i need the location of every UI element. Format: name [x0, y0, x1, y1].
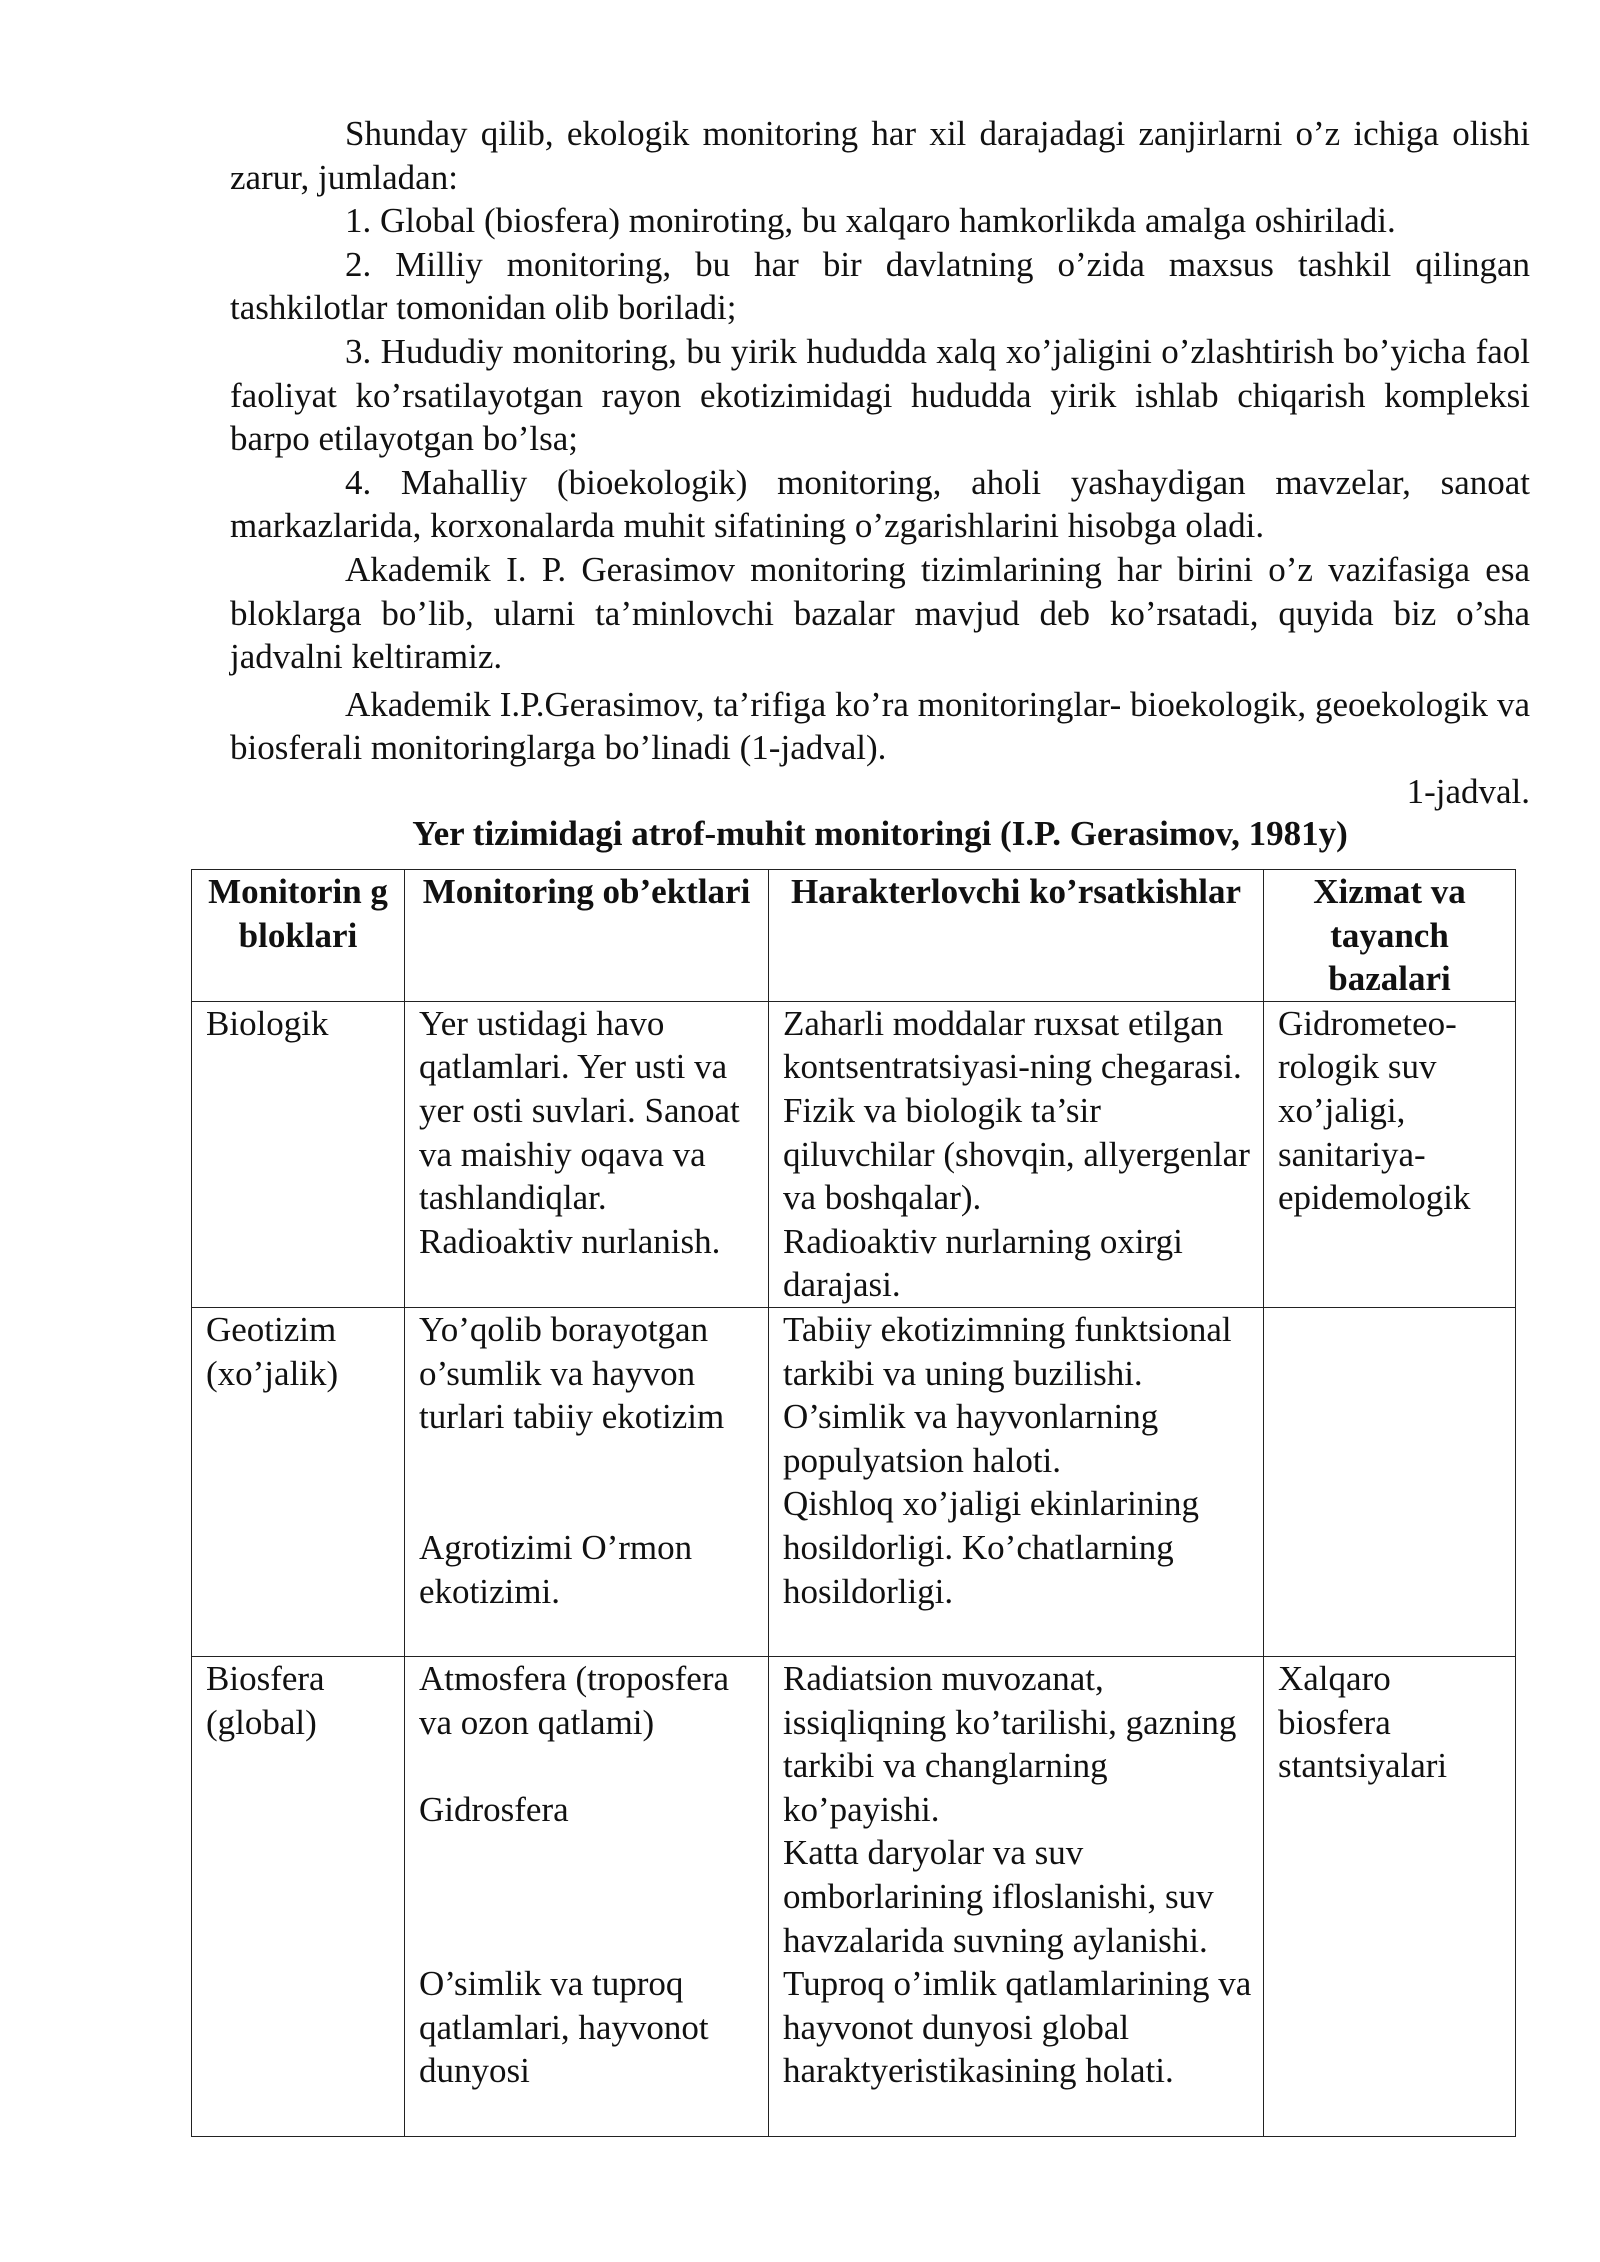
cell-objects [405, 1001, 769, 1307]
paragraph-gerasimov-1: Akademik I. P. Gerasimov monitoring tizimlarining har birini o’z vazifasiga esa bloklarga bo’lib, ularni ta’minlovchi bazalar mavjud deb ko’rsatadi, quyida biz o’sha jadvalni keltiramiz. [230, 549, 1530, 677]
spacer [419, 1875, 762, 1919]
cell-block: Biosfera (global) [192, 1656, 405, 2136]
table-header-row [192, 870, 1516, 1002]
cell-bases: Xalqaro biosfera stantsiyalari [1264, 1656, 1516, 2136]
spacer [419, 1439, 762, 1483]
header-blocks: Monitorin g bloklari [192, 870, 405, 1002]
paragraph-gerasimov-2: Akademik I.P.Gerasimov, ta’rifiga ko’ra monitoringlar- bioekologik, geoekologik va biosferali monitoringlarga bo’linadi (1-jadval). [230, 684, 1530, 768]
spacer [419, 1831, 762, 1875]
object-item: Yer ustidagi havo qatlamlari. Yer usti va yer osti suvlari. Sanoat va maishiy oqava va tashlandiqlar. Radioaktiv nurlanish. [419, 1003, 740, 1261]
header-bases: Xizmat va tayanch bazalari [1264, 870, 1516, 1002]
object-item: O’simlik va tuproq qatlamlari, hayvonot dunyosi [419, 1964, 709, 2091]
cell-indicators [769, 1307, 1264, 1656]
spacer [419, 1482, 762, 1526]
monitoring-table [191, 869, 1516, 2137]
document-page [230, 112, 1530, 854]
indicator-item: Zaharli moddalar ruxsat etilgan kontsentratsiyasi-ning chegarasi. Fizik va biologik ta’sir qiluvchilar (shovqin, allyergenlar va boshqalar). [783, 1003, 1250, 1218]
table-label: 1-jadval. [1406, 771, 1530, 811]
table-row [192, 1656, 1516, 2136]
cell-bases: Gidrometeo-rologik suv xo’jaligi, sanitariya-epidemologik [1264, 1001, 1516, 1307]
object-item: Atmosfera (troposfera va ozon qatlami) [419, 1658, 730, 1742]
table-row [192, 1307, 1516, 1656]
paragraph-national: 2. Milliy monitoring, bu har bir davlatning o’zida maxsus tashkil qilingan tashkilotlar tomonidan olib boriladi; [230, 244, 1530, 328]
header-indicators: Harakterlovchi ko’rsatkishlar [769, 870, 1264, 1002]
cell-bases [1264, 1307, 1516, 1656]
cell-indicators [769, 1001, 1264, 1307]
cell-indicators [769, 1656, 1264, 2136]
cell-objects [405, 1656, 769, 2136]
paragraph-global: 1. Global (biosfera) moniroting, bu xalqaro hamkorlikda amalga oshiriladi. [345, 201, 1396, 241]
paragraph-regional: 3. Hududiy monitoring, bu yirik hududda xalq xo’jaligini o’zlashtirish bo’yicha faol faoliyat ko’rsatilayotgan rayon ekotizimidagi hududda yirik ishlab chiqarish kompleksi barpo etilayotgan bo’lsa; [230, 331, 1530, 459]
indicator-item: Katta daryolar va suv omborlarining ifloslanishi, suv havzalarida suvning aylanishi. [783, 1833, 1214, 1960]
spacer [419, 1744, 762, 1788]
object-item: Agrotizimi O’rmon ekotizimi. [419, 1527, 693, 1611]
indicator-item: Radioaktiv nurlarning oxirgi darajasi. [783, 1221, 1183, 1305]
indicator-item: Tabiiy ekotizimning funktsional tarkibi va uning buzilishi. [783, 1309, 1232, 1393]
indicator-item: Qishloq xo’jaligi ekinlarining hosildorligi. Ko’chatlarning hosildorligi. [783, 1484, 1200, 1611]
header-objects: Monitoring ob’ektlari [405, 870, 769, 1002]
indicator-item: Radiatsion muvozanat, issiqliqning ko’tarilishi, gazning tarkibi va changlarning ko’payishi. [783, 1658, 1237, 1829]
spacer [419, 1919, 762, 1963]
table-title: Yer tizimidagi atrof-muhit monitoringi (I.P. Gerasimov, 1981y) [412, 813, 1348, 853]
table-row [192, 1001, 1516, 1307]
cell-block: Biologik [192, 1001, 405, 1307]
indicator-item: Tuproq o’imlik qatlamlarining va hayvonot dunyosi global haraktyeristikasining holati. [783, 1964, 1252, 2091]
cell-objects [405, 1307, 769, 1656]
object-item: Yo’qolib borayotgan o’sumlik va hayvon turlari tabiiy ekotizim [419, 1309, 725, 1437]
indicator-item: O’simlik va hayvonlarning populyatsion haloti. [783, 1397, 1159, 1480]
paragraph-intro: Shunday qilib, ekologik monitoring har xil darajadagi zanjirlarni o’z ichiga olishi zarur, jumladan: [230, 114, 1530, 197]
cell-block: Geotizim (xo’jalik) [192, 1307, 405, 1656]
paragraph-local: 4. Mahalliy (bioekologik) monitoring, aholi yashaydigan mavzelar, sanoat markazlarida, korxonalarda muhit sifatining o’zgarishlarini hisobga oladi. [230, 462, 1530, 546]
object-item: Gidrosfera [419, 1789, 569, 1829]
